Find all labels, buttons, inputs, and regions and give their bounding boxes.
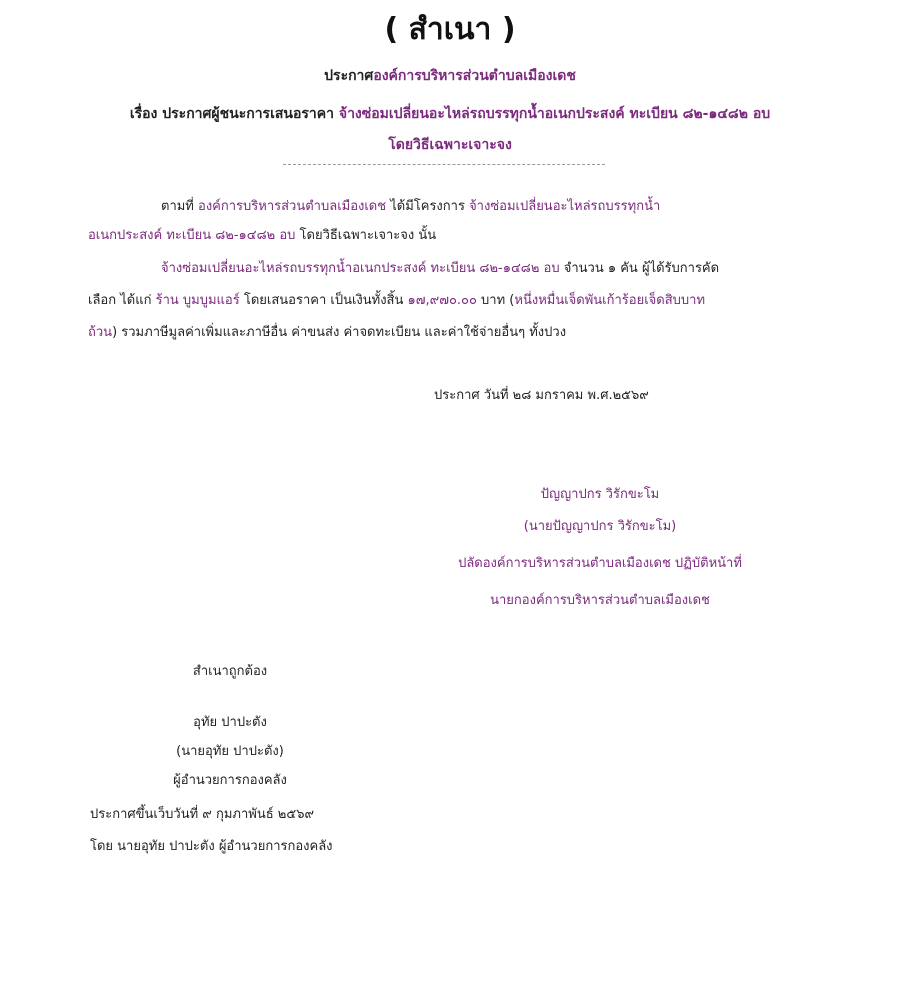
winner-name: ร้าน บูมบูมแอร์ bbox=[155, 293, 240, 308]
separator-line bbox=[283, 164, 605, 165]
certifier-full-name: (นายอุทัย ปาปะตัง) bbox=[176, 744, 284, 759]
body-line-5 bbox=[88, 324, 566, 342]
body-org: องค์การบริหารส่วนตำบลเมืองเดช bbox=[198, 199, 387, 214]
signer-name: ปัญญาปกร วิรักขะโม bbox=[540, 487, 660, 502]
body-project: จ้างซ่อมเปลี่ยนอะไหล่รถบรรทุกน้ำ bbox=[469, 199, 661, 214]
body-text: โดยวิธีเฉพาะเจาะจง นั้น bbox=[295, 228, 437, 243]
body-text: ) รวมภาษีมูลค่าเพิ่มและภาษีอื่น ค่าขนส่ง ค่าจดทะเบียน และค่าใช้จ่ายอื่นๆ ทั้งปวง bbox=[112, 325, 567, 340]
heading-org: องค์การบริหารส่วนตำบลเมืองเดช bbox=[373, 68, 576, 84]
body-line-1 bbox=[161, 198, 660, 216]
announcement-heading bbox=[0, 66, 900, 86]
certified-copy-label: สำเนาถูกต้อง bbox=[192, 664, 268, 679]
bid-amount: ๑๗,๙๗๐.๐๐ bbox=[407, 293, 477, 308]
subject-prefix: เรื่อง ประกาศผู้ชนะการเสนอราคา bbox=[129, 106, 339, 122]
body-text: ตามที่ bbox=[161, 199, 199, 214]
signer-full-name: (นายปัญญาปกร วิรักขะโม) bbox=[523, 519, 677, 534]
body-text: เลือก ได้แก่ bbox=[88, 293, 156, 308]
subject-line bbox=[0, 104, 900, 124]
heading-prefix: ประกาศ bbox=[324, 68, 374, 84]
posted-by: โดย นายอุทัย ปาปะตัง ผู้อำนวยการกองคลัง bbox=[90, 839, 333, 854]
subject-method: โดยวิธีเฉพาะเจาะจง bbox=[388, 137, 512, 153]
posted-date: ประกาศขึ้นเว็บวันที่ ๙ กุมภาพันธ์ ๒๕๖๙ bbox=[90, 807, 314, 822]
body-project: จ้างซ่อมเปลี่ยนอะไหล่รถบรรทุกน้ำอเนกประสงค์ ทะเบียน ๘๒-๑๔๘๒ อบ bbox=[161, 261, 560, 276]
signer-position: ปลัดองค์การบริหารส่วนตำบลเมืองเดช ปฏิบัติหน้าที่ bbox=[458, 556, 742, 571]
bid-amount-words-end: ถ้วน bbox=[88, 325, 113, 340]
body-line-3 bbox=[161, 260, 719, 278]
body-project: อเนกประสงค์ ทะเบียน ๘๒-๑๔๘๒ อบ bbox=[88, 228, 296, 243]
announcement-date: ประกาศ วันที่ ๒๘ มกราคม พ.ศ.๒๕๖๙ bbox=[434, 388, 649, 403]
body-line-2 bbox=[88, 227, 436, 245]
certifier-name: อุทัย ปาปะตัง bbox=[193, 715, 267, 730]
certifier-position: ผู้อำนวยการกองคลัง bbox=[173, 773, 287, 788]
body-text: จำนวน ๑ คัน ผู้ได้รับการคัด bbox=[559, 261, 720, 276]
copy-mark: ( สำเนา ) bbox=[384, 12, 516, 47]
body-text: บาท ( bbox=[476, 293, 515, 308]
signer-position-acting: นายกองค์การบริหารส่วนตำบลเมืองเดช bbox=[490, 593, 710, 608]
body-line-4 bbox=[88, 292, 705, 310]
subject-project: จ้างซ่อมเปลี่ยนอะไหล่รถบรรทุกน้ำอเนกประสงค์ ทะเบียน ๘๒-๑๔๘๒ อบ bbox=[338, 106, 771, 122]
body-text: ได้มีโครงการ bbox=[386, 199, 470, 214]
body-text: โดยเสนอราคา เป็นเงินทั้งสิ้น bbox=[239, 293, 408, 308]
bid-amount-words: หนึ่งหมื่นเจ็ดพันเก้าร้อยเจ็ดสิบบาท bbox=[514, 293, 706, 308]
